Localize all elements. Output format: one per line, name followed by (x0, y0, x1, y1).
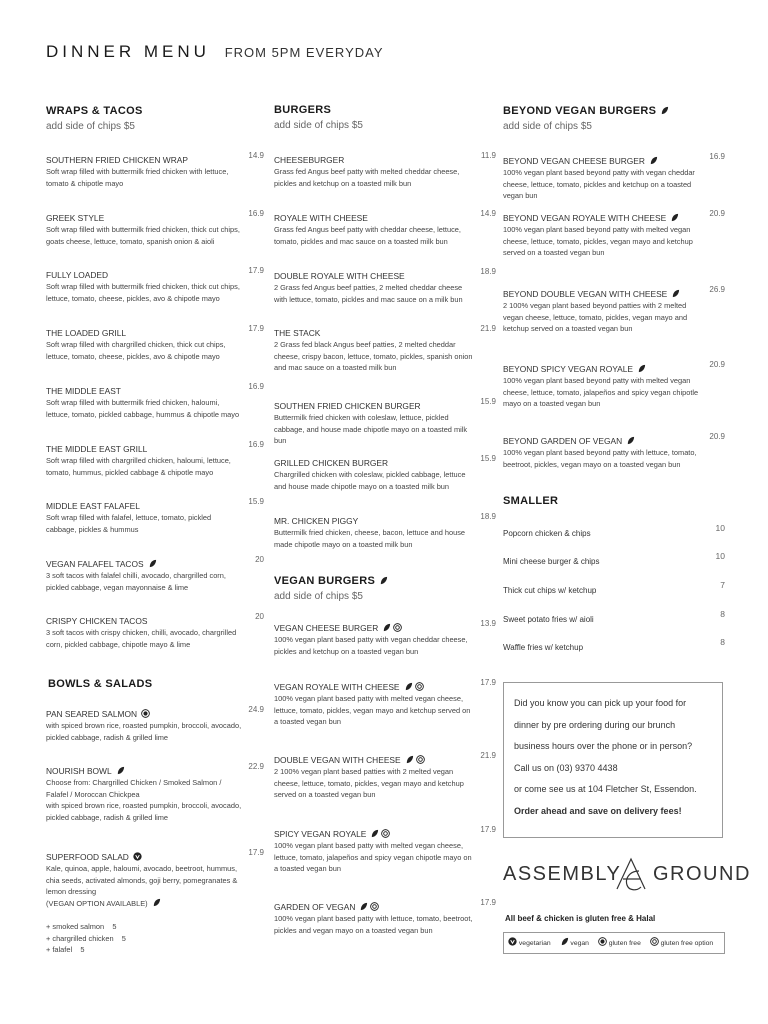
item-name: GRILLED CHICKEN BURGER (274, 458, 389, 468)
item-price: 26.9 (709, 285, 725, 294)
item-name: BEYOND VEGAN ROYALE WITH CHEESE (503, 213, 725, 224)
menu-item (274, 151, 496, 189)
vegan-leaf-icon (405, 755, 414, 764)
menu-subtitle: FROM 5PM EVERYDAY (224, 45, 384, 60)
item-price: 8 (720, 609, 725, 619)
item-price: 21.9 (480, 324, 496, 333)
item-description: Soft wrap filled with buttermilk fried chicken, thick cut chips, lettuce, tomato, cheese, pickles, avo & chipotle mayo (46, 282, 240, 303)
notice-phone: Call us on (03) 9370 4438 (514, 762, 618, 773)
item-name: MR. CHICKEN PIGGY (274, 516, 359, 526)
item-name: SUPERFOOD SALAD (46, 852, 264, 863)
logo-mark-icon (613, 855, 649, 895)
item-description: 100% vegan plant based patty with lettuce, tomato, beetroot, pickles and vegan mayo on a toasted vegan bun (274, 914, 473, 935)
menu-item (46, 612, 264, 650)
vegan-leaf-icon (148, 559, 157, 568)
menu-item (274, 751, 496, 801)
menu-item (46, 266, 264, 304)
legend-gluten-free: gluten free (608, 940, 641, 947)
menu-item (274, 267, 496, 305)
menu-item (274, 324, 496, 374)
item-description: 2 100% vegan plant based beyond patties with 2 melted vegan cheese, lettuce, tomato, pickles, vegan mayo and ketchup served on a toasted vegan bun (503, 301, 688, 333)
item-description: Chargrilled chicken with coleslaw, pickled cabbage, lettuce and house made chipotle mayo on a toasted milk bun (274, 470, 466, 491)
menu-item (46, 209, 264, 247)
item-price: 10 (715, 523, 725, 533)
gluten-free-option-icon (416, 755, 425, 764)
item-name: Mini cheese burger & chips (503, 557, 600, 566)
item-name: GARDEN OF VEGAN (274, 902, 496, 913)
item-name: DOUBLE ROYALE WITH CHEESE (274, 271, 405, 281)
addon-list (46, 921, 264, 956)
item-description: 3 soft tacos with crispy chicken, chilli, avocado, chargrilled corn, pickled cabbage, chipotle mayo & lime (46, 628, 237, 649)
item-description: 3 soft tacos with falafel chilli, avocado, chargrilled corn, pickled cabbage, vegan mayonnaise & lime (46, 571, 226, 592)
item-description: Buttermilk fried chicken with coleslaw, lettuce, pickled cabbage, and house made chipotle mayo on a toasted milk bun (274, 413, 468, 445)
item-price: 14.9 (248, 151, 264, 160)
item-description: Soft wrap filled with chargrilled chicken, haloumi, lettuce, tomato, hummus, pickled cabbage & chipotle mayo (46, 456, 231, 477)
vegan-leaf-icon (649, 156, 658, 165)
item-description: 2 100% vegan plant based patties with 2 melted vegan cheese, lettuce, tomato, pickles, vegan mayo and ketchup served on a toasted vegan bun (274, 767, 464, 799)
addon-item: + chargrilled chicken 5 (46, 933, 126, 943)
section-title: BEYOND VEGAN BURGERS (503, 104, 725, 118)
notice-address: or come see us at 104 Fletcher St, Essendon. (514, 784, 697, 794)
item-name: Popcorn chicken & chips (503, 529, 591, 538)
item-description: 100% vegan plant based beyond patty with vegan cheddar cheese, lettuce, tomato, pickles and ketchup on a toasted vegan bun (503, 168, 695, 200)
section-title: BOWLS & SALADS (48, 678, 153, 690)
legend-gluten-free-option: gluten free option (660, 940, 714, 947)
menu-item (46, 497, 264, 535)
item-price: 15.9 (480, 397, 496, 406)
item-price: 18.9 (480, 512, 496, 521)
item-name: Sweet potato fries w/ aioli (503, 615, 594, 624)
item-price: 20.9 (709, 432, 725, 441)
item-price: 16.9 (709, 152, 725, 161)
menu-item (274, 209, 496, 247)
item-name: BEYOND SPICY VEGAN ROYALE (503, 364, 725, 375)
menu-item (46, 324, 264, 362)
item-description: with spiced brown rice, roasted pumpkin, broccoli, avocado, pickled cabbage, radish & grilled lime (46, 721, 242, 742)
item-price: 13.9 (480, 619, 496, 628)
notice-line: Did you know you can pick up your food for (514, 698, 687, 708)
item-price: 21.9 (480, 751, 496, 760)
item-price: 8 (720, 637, 725, 647)
item-description: Grass fed Angus beef patty with cheddar cheese, lettuce, tomato, pickles and mac sauce on a toasted milk bun (274, 225, 461, 246)
item-price: 20 (255, 612, 264, 621)
gluten-free-option-icon (650, 937, 659, 946)
item-name: ROYALE WITH CHEESE (274, 213, 368, 223)
section-title: BURGERS (274, 104, 332, 116)
item-description: Soft wrap filled with falafel, lettuce, tomato, pickled cabbage, pickles & hummus (46, 513, 212, 534)
menu-item (503, 551, 725, 566)
section-title: WRAPS & TACOS (46, 105, 143, 117)
item-price: 16.9 (248, 382, 264, 391)
vegan-leaf-icon (152, 898, 161, 907)
item-price: 17.9 (248, 324, 264, 333)
notice-cta: Order ahead and save on delivery fees! (514, 805, 682, 816)
menu-item (503, 432, 725, 470)
beyond-section (503, 104, 725, 133)
vegan-leaf-icon (404, 682, 413, 691)
menu-item (46, 151, 264, 189)
gluten-free-icon (598, 937, 607, 946)
addon-item: + falafel 5 (46, 945, 85, 954)
vegan-leaf-icon (359, 902, 368, 911)
item-description: 2 Grass fed black Angus beef patties, 2 melted cheddar cheese, crispy bacon, lettuce, tomato, pickles, spanish onion and mac sauce on a toasted milk bun (274, 340, 473, 372)
item-name: Thick cut chips w/ ketchup (503, 586, 597, 595)
item-description: 100% vegan plant based beyond patty with melted vegan cheese, lettuce, tomato, pickles, vegan mayo and ketchup served on a toasted vegan bun (503, 225, 693, 257)
item-description: Soft wrap filled with buttermilk fried chicken, haloumi, lettuce, tomato, pickled cabbage, hummus & chipotle mayo (46, 398, 240, 419)
item-description-extra: with spiced brown rice, roasted pumpkin, broccoli, avocado, pickled cabbage, radish & grilled lime (46, 801, 242, 822)
menu-item (503, 209, 725, 259)
item-name: BEYOND DOUBLE VEGAN WITH CHEESE (503, 289, 725, 300)
item-price: 15.9 (248, 497, 264, 506)
vegan-leaf-icon (382, 623, 391, 632)
item-name: VEGAN FALAFEL TACOS (46, 559, 264, 570)
vegan-leaf-icon (670, 213, 679, 222)
menu-item (46, 762, 264, 823)
vegan-leaf-icon (671, 289, 680, 298)
menu-item (503, 360, 725, 410)
item-price: 20.9 (709, 209, 725, 218)
item-description: 100% vegan plant based patty with vegan cheddar cheese, pickles and ketchup on a toasted vegan bun (274, 635, 468, 656)
vegan-leaf-icon (116, 766, 125, 775)
brand-left: ASSEMBLY (503, 863, 622, 885)
vegan-leaf-icon (379, 576, 388, 585)
wraps-section (46, 104, 264, 133)
item-description: 100% vegan plant based patty with melted vegan cheese, lettuce, tomato, pickles, vegan mayo and ketchup served on a toasted vegan bun (274, 694, 471, 726)
item-name: THE MIDDLE EAST GRILL (46, 444, 148, 454)
vegan-leaf-icon (370, 829, 379, 838)
vegan-leaf-icon (560, 937, 569, 946)
gluten-free-option-icon (393, 623, 402, 632)
item-price: 11.9 (481, 151, 496, 160)
vegan-leaf-icon (660, 106, 669, 115)
item-price: 10 (715, 551, 725, 561)
menu-item (274, 898, 496, 936)
section-subtitle: add side of chips $5 (46, 121, 135, 132)
item-price: 7 (720, 580, 725, 590)
gluten-free-icon (141, 709, 150, 718)
smaller-section (503, 494, 725, 508)
item-name: MIDDLE EAST FALAFEL (46, 501, 140, 511)
item-price: 17.9 (248, 266, 264, 275)
item-name: THE STACK (274, 328, 321, 338)
item-price: 14.9 (480, 209, 496, 218)
item-name: SPICY VEGAN ROYALE (274, 829, 496, 840)
item-name: THE MIDDLE EAST (46, 386, 121, 396)
section-title: SMALLER (503, 495, 559, 507)
menu-item (46, 440, 264, 478)
item-description: 100% vegan plant based beyond patty with melted vegan cheese, lettuce, tomato, jalapeños and spicy vegan chipotle mayo on a toasted vegan bun (503, 376, 699, 408)
item-name: SOUTHEN FRIED CHICKEN BURGER (274, 401, 421, 411)
legend-vegan: vegan (570, 940, 589, 947)
item-name: BEYOND VEGAN CHEESE BURGER (503, 156, 725, 167)
vegan-option-note: (VEGAN OPTION AVAILABLE) (46, 898, 264, 910)
section-subtitle: add side of chips $5 (503, 121, 592, 132)
gluten-free-option-icon (370, 902, 379, 911)
menu-item (503, 609, 725, 624)
item-price: 18.9 (480, 267, 496, 276)
menu-item (46, 705, 264, 743)
menu-item (503, 285, 725, 335)
item-name: PAN SEARED SALMON (46, 709, 264, 720)
preorder-notice (503, 682, 723, 838)
item-description: 2 Grass fed Angus beef patties, 2 melted cheddar cheese with lettuce, tomato, pickles and mac sauce on a milk bun (274, 283, 463, 304)
menu-item (274, 825, 496, 875)
menu-item (46, 848, 264, 909)
menu-item (503, 152, 725, 202)
section-subtitle: add side of chips $5 (274, 591, 363, 602)
item-price: 20 (255, 555, 264, 564)
vegan-burgers-section (274, 574, 496, 603)
section-title: VEGAN BURGERS (274, 574, 496, 588)
item-description: Buttermilk fried chicken, cheese, bacon, lettuce and house made chipotle mayo on a toasted milk bun (274, 528, 466, 549)
item-name: NOURISH BOWL (46, 766, 264, 777)
dietary-legend (503, 932, 725, 954)
gluten-free-note: All beef & chicken is gluten free & Halal (505, 914, 656, 923)
menu-title: DINNER MENU (46, 42, 210, 61)
menu-item (274, 619, 496, 657)
menu-item (46, 382, 264, 420)
notice-line: dinner by pre ordering during our brunch (514, 719, 676, 730)
item-price: 24.9 (248, 705, 264, 714)
menu-item (274, 512, 496, 550)
legend-vegetarian: vegetarian (518, 940, 551, 947)
item-name: Waffle fries w/ ketchup (503, 643, 584, 652)
brand-right: GROUND (653, 863, 751, 885)
item-name: VEGAN ROYALE WITH CHEESE (274, 682, 496, 693)
addon-item: + smoked salmon 5 (46, 922, 117, 931)
bowls-section (48, 677, 264, 691)
item-name: VEGAN CHEESE BURGER (274, 623, 496, 634)
item-price: 17.9 (248, 848, 264, 857)
item-name: THE LOADED GRILL (46, 328, 127, 338)
item-name: BEYOND GARDEN OF VEGAN (503, 436, 725, 447)
section-subtitle: add side of chips $5 (274, 120, 363, 131)
notice-line: business hours over the phone or in person? (514, 741, 693, 751)
item-price: 22.9 (248, 762, 264, 771)
item-description: Soft wrap filled with buttermilk fried chicken with lettuce, tomato & chipotle mayo (46, 167, 229, 188)
gluten-free-option-icon (415, 682, 424, 691)
item-description: Grass fed Angus beef patty with melted cheddar cheese, pickles and ketchup on a toasted milk bun (274, 167, 460, 188)
menu-item (46, 555, 264, 593)
vegetarian-icon (508, 937, 517, 946)
item-description: 100% vegan plant based beyond patty with lettuce, tomato, beetroot, pickles, vegan mayo on a toasted vegan bun (503, 448, 697, 469)
item-description: Choose from: Chargrilled Chicken / Smoked Salmon / Falafel / Moroccan Chickpea (46, 778, 222, 799)
item-price: 17.9 (480, 825, 496, 834)
menu-item (274, 678, 496, 728)
item-price: 17.9 (480, 678, 496, 687)
item-price: 17.9 (480, 898, 496, 907)
vegan-leaf-icon (637, 364, 646, 373)
burgers-section (274, 103, 496, 132)
item-name: FULLY LOADED (46, 270, 109, 280)
item-description: Soft wrap filled with chargrilled chicken, thick cut chips, lettuce, tomato, cheese, pickles, avo & chipotle mayo (46, 340, 226, 361)
item-name: SOUTHERN FRIED CHICKEN WRAP (46, 155, 188, 165)
item-name: CRISPY CHICKEN TACOS (46, 616, 148, 626)
item-name: DOUBLE VEGAN WITH CHEESE (274, 755, 496, 766)
vegetarian-icon (133, 852, 142, 861)
menu-item (503, 523, 725, 538)
menu-item (274, 454, 496, 492)
menu-item (503, 580, 725, 595)
item-description: Soft wrap filled with buttermilk fried chicken, thick cut chips, goats cheese, lettuce, tomato, spanish onion & aioli (46, 225, 240, 246)
item-name: CHEESEBURGER (274, 155, 345, 165)
item-description: 100% vegan plant based patty with melted vegan cheese, lettuce, tomato, jalapeños and spicy vegan chipotle mayo on a toasted vegan bun (274, 841, 472, 873)
vegan-leaf-icon (626, 436, 635, 445)
page-title (46, 42, 384, 62)
menu-item (503, 637, 725, 652)
item-price: 16.9 (248, 209, 264, 218)
item-name: GREEK STYLE (46, 213, 105, 223)
gluten-free-option-icon (381, 829, 390, 838)
item-price: 20.9 (709, 360, 725, 369)
item-price: 15.9 (480, 454, 496, 463)
item-price: 16.9 (248, 440, 264, 449)
menu-item (274, 397, 496, 447)
brand-logo (503, 855, 751, 897)
item-description: Kale, quinoa, apple, haloumi, avocado, beetroot, hummus, chia seeds, activated almonds, goji berry, pomegranates & lemon dressing (46, 864, 238, 896)
